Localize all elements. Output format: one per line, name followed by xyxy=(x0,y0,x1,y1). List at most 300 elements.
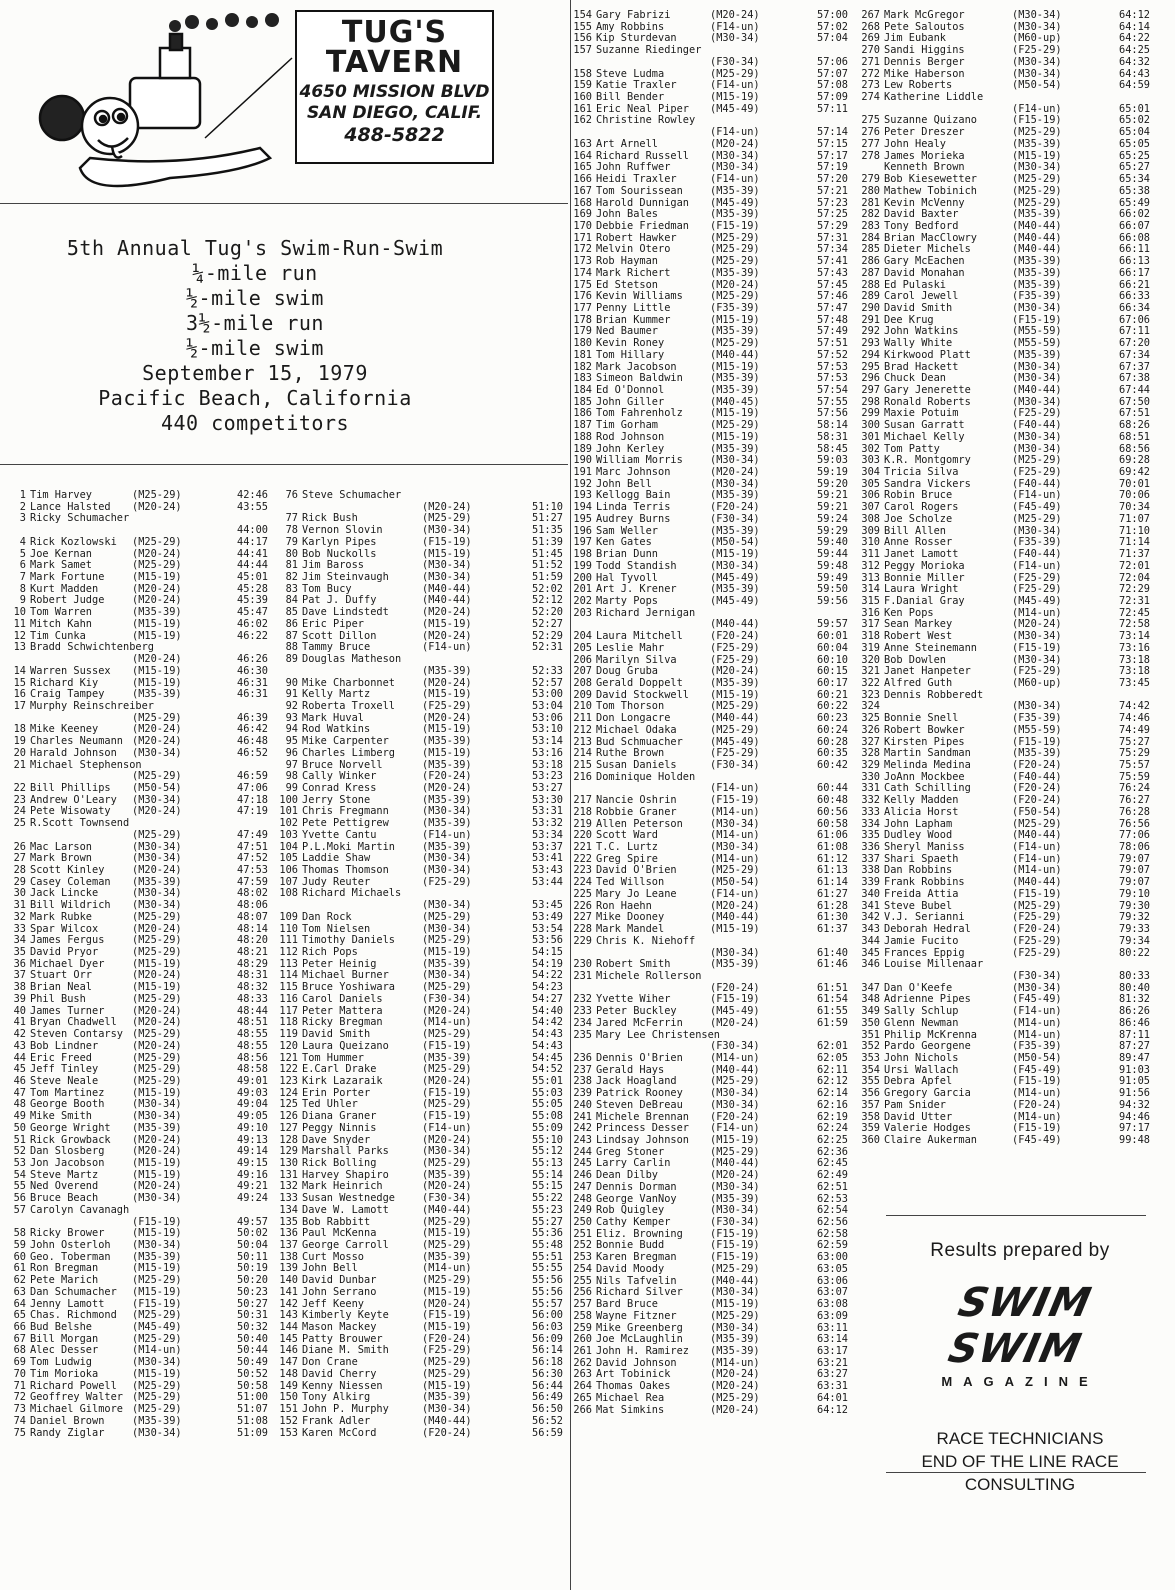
place-number: 93 xyxy=(285,711,298,724)
division xyxy=(1012,92,1088,104)
finish-time: 57:25 xyxy=(817,208,848,221)
division: (M55-59) xyxy=(1012,325,1062,338)
runner-name: E.Carl Drake xyxy=(302,1063,377,1076)
place-number: 45 xyxy=(13,1063,26,1076)
place-number: 9 xyxy=(19,594,26,607)
place-number: 79 xyxy=(285,535,298,548)
division: (M15-19) xyxy=(422,1285,472,1298)
division: (F25-29) xyxy=(1012,44,1062,57)
place-number: 273 xyxy=(861,79,880,92)
place-number: 65 xyxy=(13,1309,26,1322)
division: (F14-un) xyxy=(422,641,472,654)
finish-time: 62:05 xyxy=(817,1051,848,1064)
division: (M30-34) xyxy=(132,899,182,912)
finish-time: 57:04 xyxy=(817,32,848,45)
result-row xyxy=(6,748,268,760)
runner-name: T.C. Lurtz xyxy=(596,841,658,854)
runner-name: Curt Mosso xyxy=(302,1250,364,1263)
runner-name: George Wright xyxy=(30,1121,111,1134)
place-number: 242 xyxy=(573,1122,592,1135)
place-number: 99 xyxy=(285,781,298,794)
place-number: 290 xyxy=(861,301,880,314)
finish-time: 55:10 xyxy=(532,1133,563,1146)
runner-name xyxy=(302,666,422,678)
runner-name: Geoffrey Walter xyxy=(30,1391,123,1404)
division: (M35-39) xyxy=(710,184,760,197)
runner-name: Rick Growback xyxy=(30,1133,111,1146)
finish-time: 62:53 xyxy=(817,1192,848,1205)
division: (M25-29) xyxy=(422,1239,472,1251)
finish-time: 63:14 xyxy=(817,1333,848,1346)
finish-time: 56:09 xyxy=(532,1332,563,1345)
division: (F35-39) xyxy=(1012,712,1062,725)
runner-name: Hal Tyvoll xyxy=(596,571,658,584)
finish-time: 64:01 xyxy=(817,1391,848,1404)
finish-time: 66:21 xyxy=(1119,278,1150,291)
place-number: 159 xyxy=(573,79,592,92)
result-row xyxy=(860,1135,1150,1147)
finish-time: 70:06 xyxy=(1119,489,1150,502)
runner-name: David Dunbar xyxy=(302,1274,377,1287)
place-number: 70 xyxy=(13,1367,26,1380)
place-number: 299 xyxy=(861,407,880,420)
runner-name: William Morris xyxy=(596,454,683,467)
division: (F30-34) xyxy=(422,992,472,1005)
runner-name: Bradd Schwichtenberg xyxy=(30,641,154,654)
finish-time: 80:40 xyxy=(1119,981,1150,994)
divider-credit-bottom xyxy=(886,1472,1146,1473)
finish-time: 66:02 xyxy=(1119,208,1150,221)
place-number: 44 xyxy=(13,1051,26,1064)
finish-time: 74:42 xyxy=(1119,700,1150,713)
result-row xyxy=(6,1287,268,1299)
place-number: 188 xyxy=(573,430,592,443)
runner-name: Kelly Martz xyxy=(302,688,371,701)
finish-time: 50:32 xyxy=(237,1321,268,1334)
division xyxy=(132,701,224,713)
finish-time: 60:56 xyxy=(817,805,848,818)
runner-name: Bud Schmuacher xyxy=(596,735,683,748)
result-row xyxy=(572,971,848,983)
place-number: 80 xyxy=(285,547,298,560)
runner-name: Kenny Niessen xyxy=(302,1379,383,1392)
runner-name: Jenny Lamott xyxy=(30,1297,105,1310)
runner-name: Freida Attia xyxy=(884,887,959,900)
divider-mid xyxy=(0,464,568,465)
division: (F45-49) xyxy=(1012,1134,1062,1146)
place-number: 322 xyxy=(861,676,880,689)
place-number: 203 xyxy=(573,606,592,619)
place-number: 198 xyxy=(573,548,592,561)
finish-time: 53:41 xyxy=(532,852,563,865)
division: (M30-34) xyxy=(422,805,472,818)
division: (M25-29) xyxy=(132,711,182,724)
place-number: 227 xyxy=(573,911,592,924)
place-number: 320 xyxy=(861,653,880,666)
division: (M35-39) xyxy=(710,442,760,455)
runner-name: Tammy Bruce xyxy=(302,641,371,654)
runner-name: Paul McKenna xyxy=(302,1227,377,1240)
finish-time: 50:52 xyxy=(237,1367,268,1380)
runner-name: Jack Lincke xyxy=(30,887,99,900)
division: (M45-49) xyxy=(132,1321,182,1334)
place-number: 206 xyxy=(573,653,592,666)
finish-time: 53:14 xyxy=(532,735,563,748)
finish-time: 67:06 xyxy=(1119,313,1150,326)
finish-time: 75:59 xyxy=(1119,770,1150,783)
finish-time: 89:47 xyxy=(1119,1051,1150,1064)
division: (M30-34) xyxy=(422,559,472,572)
division: (M35-39) xyxy=(422,1168,472,1181)
result-row xyxy=(278,830,563,842)
place-number: 179 xyxy=(573,325,592,338)
runner-name: Audrey Burns xyxy=(596,512,671,525)
finish-time: 50:11 xyxy=(237,1250,268,1263)
runner-name: V.J. Serianni xyxy=(884,911,965,924)
division: (M14-un) xyxy=(422,1262,472,1275)
finish-time: 46:39 xyxy=(237,711,268,724)
finish-time: 63:21 xyxy=(817,1356,848,1369)
finish-time: 65:01 xyxy=(1119,102,1150,115)
division: (M25-29) xyxy=(422,1156,472,1169)
runner-name: Peter Mattera xyxy=(302,1004,383,1017)
runner-name: Bruce Yoshiwara xyxy=(302,981,395,994)
place-number: 138 xyxy=(279,1250,298,1263)
finish-time: 49:01 xyxy=(237,1074,268,1087)
division: (M40-44) xyxy=(422,594,472,607)
place-number: 60 xyxy=(13,1250,26,1263)
result-row xyxy=(572,1018,848,1030)
place-number: 246 xyxy=(573,1169,592,1182)
result-row xyxy=(278,701,563,713)
result-row xyxy=(572,221,848,233)
runner-name: Bonnie Miller xyxy=(884,571,965,584)
place-number: 122 xyxy=(279,1063,298,1076)
runner-name: Rod Johnson xyxy=(596,430,665,443)
finish-time: 61:46 xyxy=(817,958,848,971)
sign-city: SAN DIEGO, CALIF. xyxy=(306,103,483,123)
division: (F30-34) xyxy=(422,1192,472,1205)
division: (F25-29) xyxy=(1012,583,1062,596)
runner-name: Roberta Troxell xyxy=(302,699,395,712)
runner-name: Laura Wright xyxy=(884,583,959,596)
division: (F14-un) xyxy=(1012,559,1062,572)
place-number: 233 xyxy=(573,1005,592,1018)
runner-name: Debbie Friedman xyxy=(596,219,689,232)
finish-time: 49:15 xyxy=(237,1156,268,1169)
division: (M15-19) xyxy=(132,676,182,689)
result-row xyxy=(6,572,268,584)
result-row xyxy=(6,1428,268,1440)
finish-time: 65:49 xyxy=(1119,196,1150,209)
division: (M35-39) xyxy=(1012,208,1062,221)
runner-name: Mark Mandel xyxy=(596,923,665,936)
runner-name: Art J. Krener xyxy=(596,583,677,596)
finish-time: 63:17 xyxy=(817,1344,848,1357)
finish-time: 46:22 xyxy=(237,629,268,642)
runner-name: Carol Daniels xyxy=(302,992,383,1005)
place-number: 204 xyxy=(573,630,592,643)
runner-name: Michael Gilmore xyxy=(30,1403,123,1416)
division: (M20-24) xyxy=(1012,618,1062,631)
place-number: 301 xyxy=(861,430,880,443)
division: (M14-un) xyxy=(1012,606,1062,619)
division: (M30-34) xyxy=(132,852,182,865)
divider-credit-top xyxy=(886,1215,1146,1216)
division: (M25-29) xyxy=(132,934,182,947)
place-number: 250 xyxy=(573,1216,592,1229)
finish-time: 55:14 xyxy=(532,1168,563,1181)
division xyxy=(710,936,802,948)
division: (M50-54) xyxy=(1012,79,1062,92)
finish-time: 53:49 xyxy=(532,910,563,923)
runner-name: Marc Johnson xyxy=(596,466,671,479)
finish-time: 50:44 xyxy=(237,1344,268,1357)
finish-time: 53:06 xyxy=(532,711,563,724)
division: (M40-44) xyxy=(1012,243,1062,256)
place-number: 208 xyxy=(573,676,592,689)
finish-time: 55:01 xyxy=(532,1074,563,1087)
finish-time: 60:04 xyxy=(817,641,848,654)
runner-name: Anne Rosser xyxy=(884,536,953,549)
finish-time: 51:52 xyxy=(532,559,563,572)
division: (M15-19) xyxy=(132,664,182,677)
finish-time: 54:19 xyxy=(532,957,563,970)
runner-name: Ed O'Donnol xyxy=(596,384,665,396)
place-number: 330 xyxy=(861,770,880,783)
finish-time: 66:07 xyxy=(1119,219,1150,232)
division: (M40-44) xyxy=(710,911,760,924)
division: (M60-up) xyxy=(1012,676,1062,689)
runner-name: Art Arnell xyxy=(596,137,658,150)
finish-time: 61:14 xyxy=(817,876,848,889)
result-row xyxy=(860,936,1150,948)
finish-time: 57:45 xyxy=(817,278,848,291)
division: (M30-34) xyxy=(1012,20,1062,33)
division: (M45-49) xyxy=(710,571,760,584)
place-number: 177 xyxy=(573,301,592,314)
runner-name: Nils Tafvelin xyxy=(596,1274,677,1287)
division: (F35-39) xyxy=(1012,290,1062,303)
finish-time: 55:48 xyxy=(532,1239,563,1251)
finish-time: 57:54 xyxy=(817,384,848,396)
place-number: 278 xyxy=(861,149,880,162)
finish-time: 51:59 xyxy=(532,571,563,584)
runner-name: Marshall Parks xyxy=(302,1145,389,1158)
division: (M35-39) xyxy=(422,735,472,748)
finish-time: 72:04 xyxy=(1119,571,1150,584)
place-number: 35 xyxy=(13,946,26,959)
finish-time: 78:06 xyxy=(1119,841,1150,854)
finish-time: 61:54 xyxy=(817,993,848,1006)
runner-name: Diane M. Smith xyxy=(302,1344,389,1357)
place-number: 297 xyxy=(861,384,880,396)
division: (M30-34) xyxy=(422,969,472,982)
place-number: 284 xyxy=(861,231,880,244)
runner-name: David Smith xyxy=(302,1028,371,1041)
place-number: 20 xyxy=(13,746,26,759)
division: (M20-24) xyxy=(422,711,472,724)
place-number: 143 xyxy=(279,1309,298,1322)
place-number: 26 xyxy=(13,840,26,853)
runner-name: Pete Pettigrew xyxy=(302,817,389,830)
result-row xyxy=(572,1405,848,1417)
division: (M30-34) xyxy=(710,1321,760,1334)
division: (M15-19) xyxy=(132,957,182,970)
runner-name: Melinda Medina xyxy=(884,759,971,771)
division: (M25-29) xyxy=(422,1063,472,1076)
result-row xyxy=(860,760,1150,772)
place-number: 66 xyxy=(13,1321,26,1334)
finish-time: 73:45 xyxy=(1119,676,1150,689)
place-number: 118 xyxy=(279,1016,298,1029)
place-number: 209 xyxy=(573,688,592,701)
runner-name: Alicia Horst xyxy=(884,805,959,818)
finish-time: 69:42 xyxy=(1119,466,1150,479)
finish-time: 61:55 xyxy=(817,1005,848,1018)
sign-address: 4650 MISSION BLVD xyxy=(299,82,490,102)
place-number: 164 xyxy=(573,149,592,162)
runner-name: Tony Bedford xyxy=(884,219,959,232)
finish-time: 76:56 xyxy=(1119,817,1150,830)
division: (M20-24) xyxy=(132,1145,182,1158)
division: (M15-19) xyxy=(132,1168,182,1181)
runner-name: Peggy Ninnis xyxy=(302,1121,377,1134)
finish-time: 62:51 xyxy=(817,1180,848,1193)
result-row xyxy=(278,1416,563,1428)
result-row xyxy=(860,971,1150,983)
finish-time: 72:29 xyxy=(1119,583,1150,596)
runner-name: Stuart Orr xyxy=(30,969,92,982)
place-number: 147 xyxy=(279,1356,298,1369)
division: (M30-34) xyxy=(1012,395,1062,408)
place-number: 176 xyxy=(573,290,592,303)
finish-time: 46:59 xyxy=(237,770,268,783)
division: (M25-29) xyxy=(1012,817,1062,830)
finish-time: 67:37 xyxy=(1119,360,1150,373)
division: (F35-39) xyxy=(1012,536,1062,549)
place-number: 229 xyxy=(573,934,592,947)
division: (M30-34) xyxy=(710,946,760,959)
runner-name: Scott Dillon xyxy=(302,629,377,642)
result-row xyxy=(6,1416,268,1428)
place-number: 205 xyxy=(573,641,592,654)
division: (F15-19) xyxy=(710,1227,760,1240)
place-number: 296 xyxy=(861,372,880,385)
division: (M30-34) xyxy=(1012,700,1062,713)
runner-name: Charles Limberg xyxy=(302,746,395,759)
division: (M30-34) xyxy=(710,559,760,572)
division: (M50-54) xyxy=(132,781,182,794)
place-number: 195 xyxy=(573,512,592,525)
finish-time: 47:52 xyxy=(237,852,268,865)
division xyxy=(710,971,802,983)
division: (F14-un) xyxy=(710,1122,760,1135)
division: (M35-39) xyxy=(422,1250,472,1263)
runner-name: Tom Fahrenholz xyxy=(596,407,683,420)
runner-name: Robert Smith xyxy=(596,958,671,971)
place-number xyxy=(860,971,884,983)
swim-swim-logo: SWIM SWIM xyxy=(944,1280,1096,1372)
sign-name-line2: TAVERN xyxy=(325,45,464,80)
place-number: 47 xyxy=(13,1086,26,1099)
place-number: 202 xyxy=(573,594,592,607)
division: (F15-19) xyxy=(422,1110,472,1123)
result-row xyxy=(572,432,848,444)
finish-time: 56:50 xyxy=(532,1403,563,1416)
finish-time: 57:19 xyxy=(817,161,848,174)
place-number: 334 xyxy=(861,817,880,830)
division: (M25-29) xyxy=(132,1332,182,1345)
finish-time: 55:08 xyxy=(532,1110,563,1123)
place-number: 94 xyxy=(285,723,298,736)
finish-time: 49:10 xyxy=(237,1121,268,1134)
place-number: 8 xyxy=(19,582,26,595)
finish-time: 50:20 xyxy=(237,1274,268,1287)
runner-name: Frank Adler xyxy=(302,1414,371,1427)
runner-name: Dave Lindstedt xyxy=(302,606,389,619)
division: (F14-un) xyxy=(1012,841,1062,854)
result-row xyxy=(860,807,1150,819)
place-number: 166 xyxy=(573,173,592,186)
result-row xyxy=(572,1264,848,1276)
place-number: 267 xyxy=(861,9,880,21)
finish-time: 65:38 xyxy=(1119,184,1150,197)
runner-name: Chuck Dean xyxy=(884,372,946,385)
runner-name: Melvin Otero xyxy=(596,243,671,256)
division: (M35-39) xyxy=(422,1391,472,1404)
finish-time: 71:37 xyxy=(1119,548,1150,561)
runner-name: Ursi Wallach xyxy=(884,1063,959,1076)
place-number: 281 xyxy=(861,196,880,209)
division: (M40-44) xyxy=(422,582,472,595)
finish-time: 76:27 xyxy=(1119,794,1150,807)
runner-name: Marilyn Silva xyxy=(596,653,677,666)
division: (F40-44) xyxy=(1012,770,1062,783)
runner-name: John Serrano xyxy=(302,1285,377,1298)
finish-time: 54:43 xyxy=(532,1028,563,1041)
place-number: 236 xyxy=(573,1051,592,1064)
finish-time: 53:43 xyxy=(532,864,563,876)
division: (M25-29) xyxy=(1012,196,1062,209)
division: (F30-34) xyxy=(1012,969,1062,982)
division: (M20-24) xyxy=(710,137,760,150)
place-number: 111 xyxy=(279,934,298,947)
finish-time: 60:21 xyxy=(817,688,848,701)
finish-time: 47:51 xyxy=(237,840,268,853)
place-number: 103 xyxy=(279,828,298,841)
result-row xyxy=(6,947,268,959)
finish-time: 67:34 xyxy=(1119,348,1150,361)
runner-name: David Stockwell xyxy=(596,688,689,701)
place-number: 154 xyxy=(573,9,592,21)
place-number: 222 xyxy=(573,852,592,865)
finish-time: 72:45 xyxy=(1119,606,1150,619)
finish-time: 50:49 xyxy=(237,1356,268,1369)
place-number: 50 xyxy=(13,1121,26,1134)
result-row xyxy=(572,139,848,151)
division: (M25-29) xyxy=(710,700,760,713)
division: (M30-34) xyxy=(710,1204,760,1217)
division: (M20-24) xyxy=(132,1180,182,1193)
finish-time: 63:00 xyxy=(817,1251,848,1264)
place-number: 214 xyxy=(573,747,592,760)
place-number: 343 xyxy=(861,923,880,936)
place-number: 196 xyxy=(573,524,592,537)
runner-name: Karen Bregman xyxy=(596,1251,677,1264)
runner-name: Tom Hillary xyxy=(596,348,665,361)
runner-name: Bruce Norvell xyxy=(302,758,383,771)
